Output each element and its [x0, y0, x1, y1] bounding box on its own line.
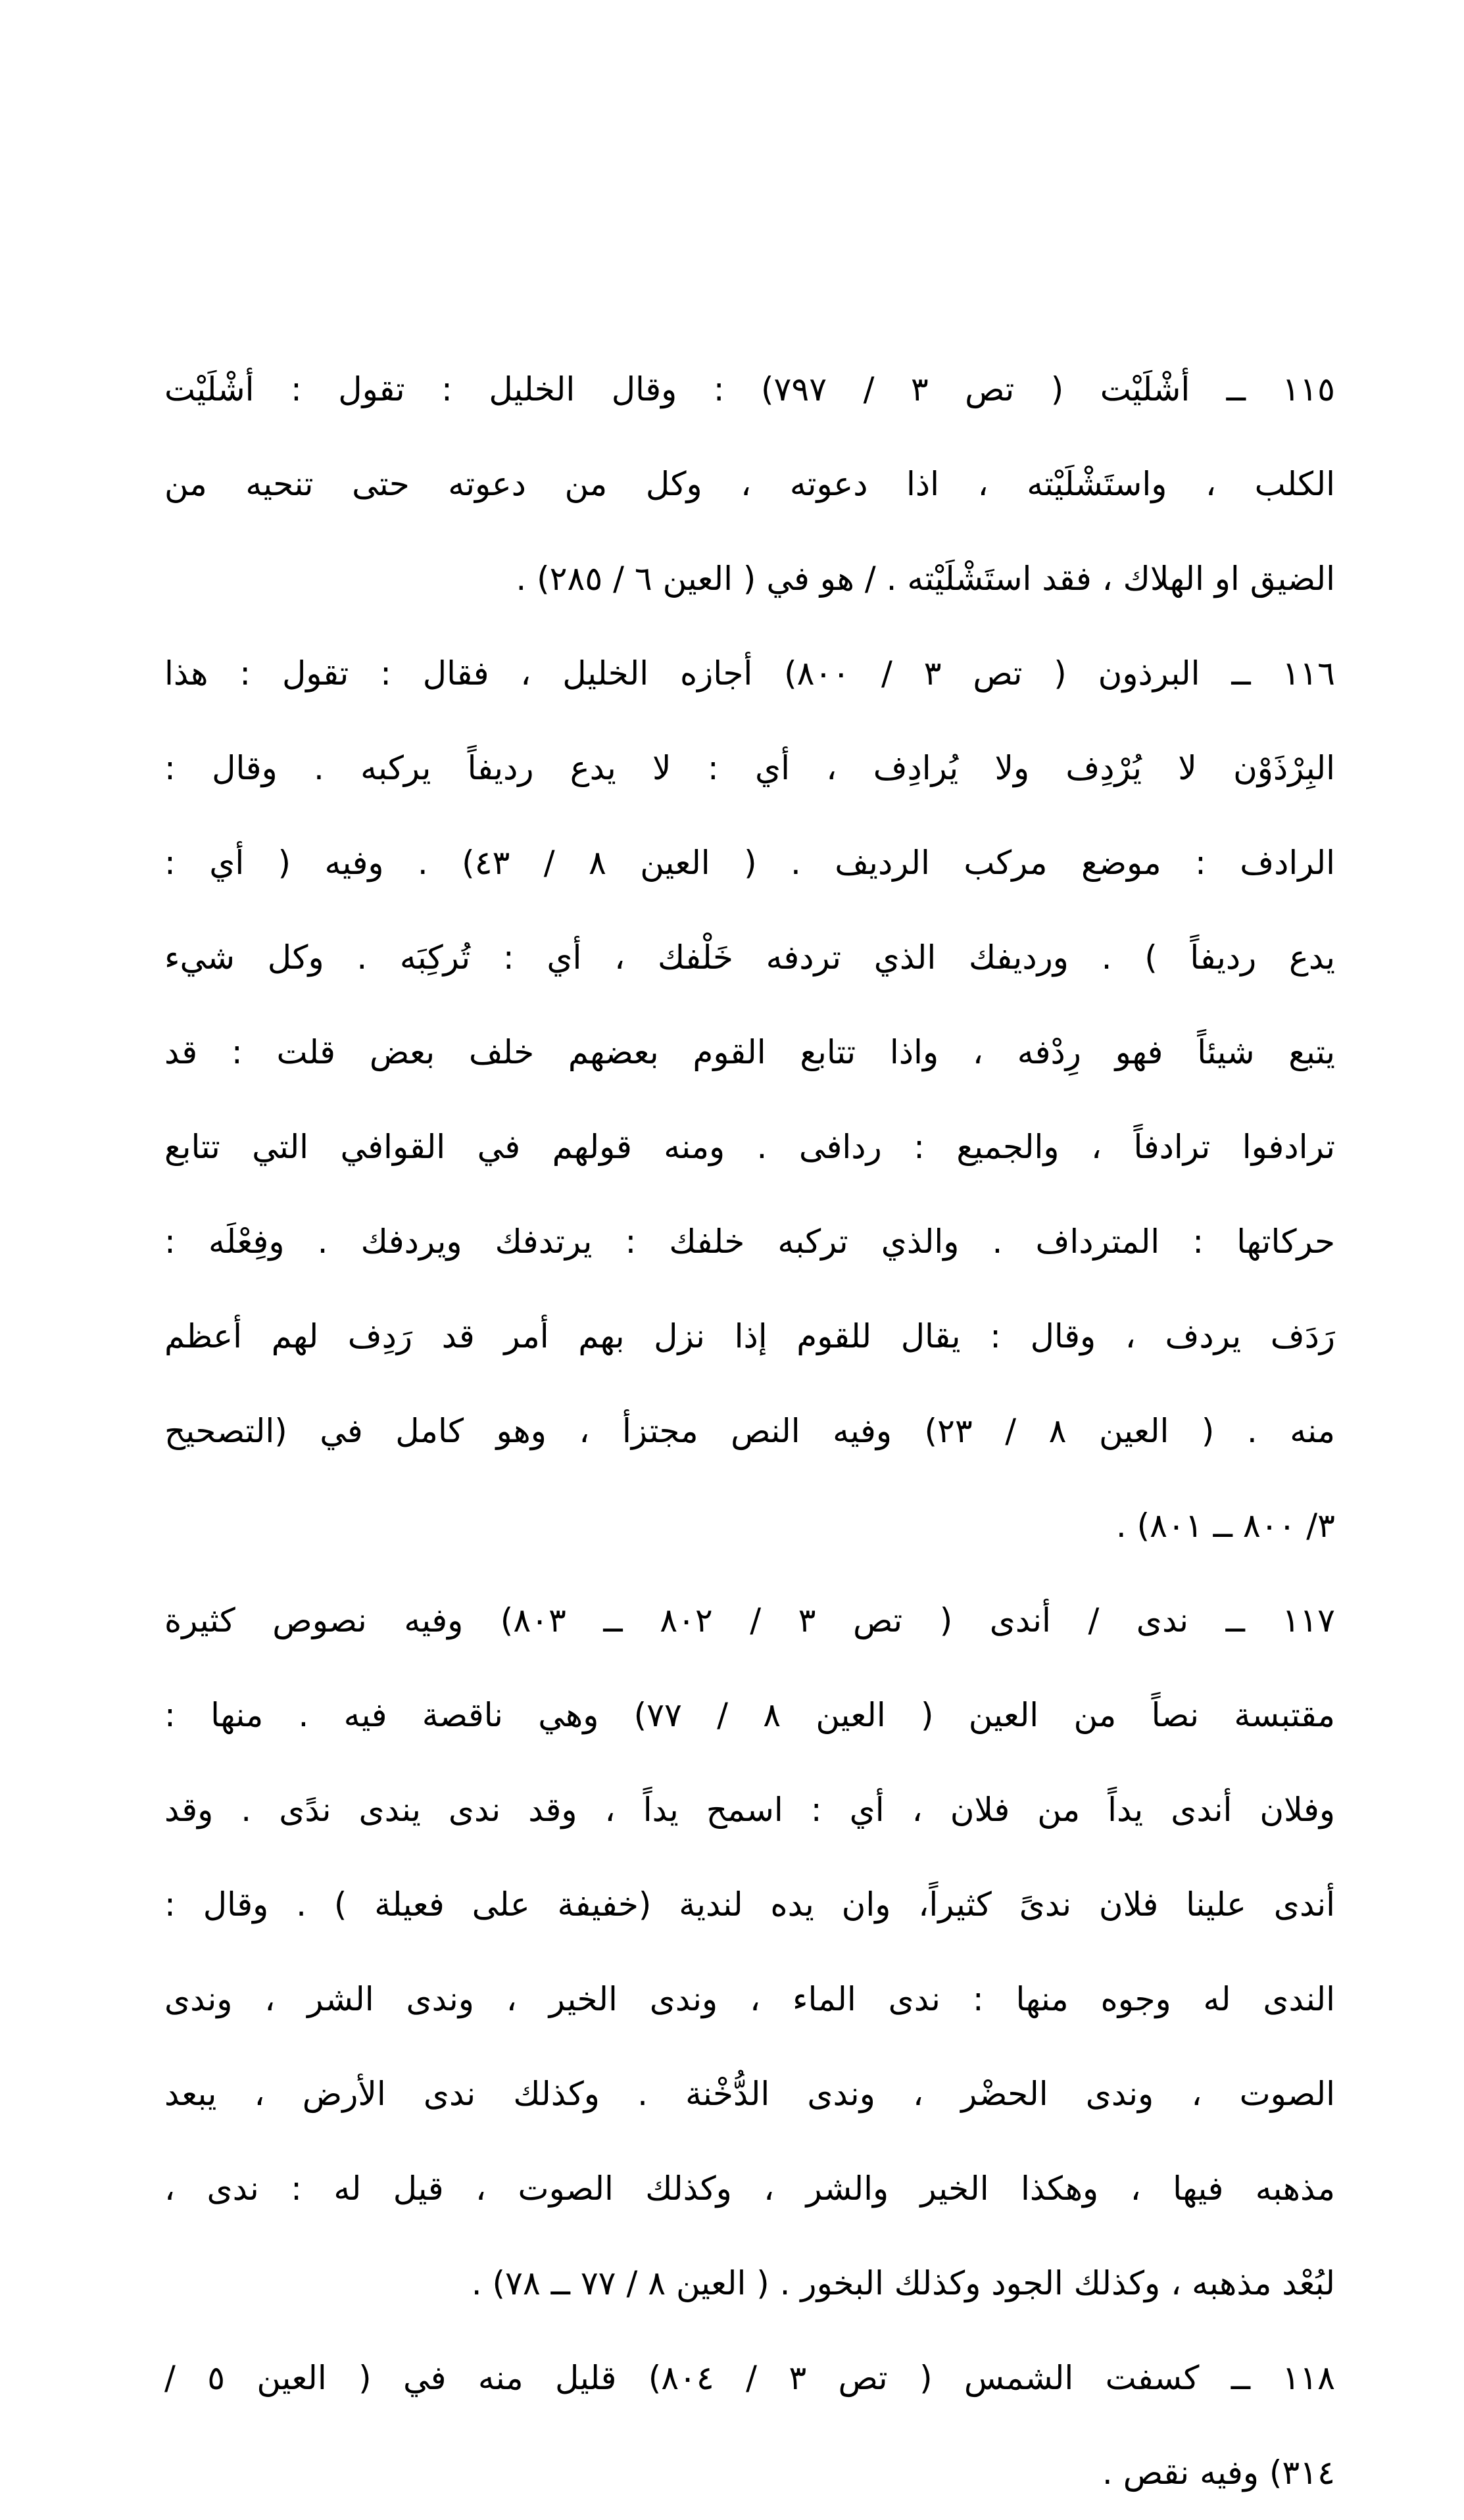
text-line: الندى له وجوه منها : ندى الماء ، وندى الخير ، وندى الشر ، وندى: [164, 1980, 1335, 2018]
text-line: يتبع شيئاً فهو رِدْفه ، واذا تتابع القوم بعضهم خلف بعض قلت : قد: [164, 1033, 1335, 1071]
text-line: مقتبسة نصاً من العين ( العين ٨ / ٧٧) وهي ناقصة فيه . منها :: [164, 1696, 1335, 1734]
text-line: الصوت ، وندى الحضْر ، وندى الدُّخْنة . وكذلك ندى الأرض ، يبعد: [164, 2075, 1335, 2113]
text-line: ١١٥ ــ أشْلَيْت ( تص ٣ / ٧٩٧) : وقال الخليل : تقول : أشْلَيْت: [164, 370, 1335, 408]
text-line: رَدَف يردف ، وقال : يقال للقوم إذا نزل بهم أمر قد رَدِف لهم أعظم: [164, 1317, 1335, 1355]
text-line: يدع رديفاً ) . ورديفك الذي تردفه خَلْفك ، أي : تُركِبَه . وكل شيء: [164, 938, 1335, 977]
text-line: البِرْذَوْن لا يُرْدِف ولا يُرادِف ، أي : لا يدع رديفاً يركبه . وقال :: [164, 749, 1335, 787]
body-text: [164, 342, 1335, 2520]
text-line: ١١٧ ــ ندى / أندى ( تص ٣ / ٨٠٢ ــ ٨٠٣) وفيه نصوص كثيرة: [164, 1601, 1335, 1639]
text-line: حركاتها : المترداف . والذي تركبه خلفك : يرتدفك ويردفك . وفِعْلَه :: [164, 1223, 1335, 1261]
text-line: ٣/ ٨٠٠ ــ ٨٠١) .: [1115, 1507, 1335, 1545]
text-line: الرادف : موضع مركب الرديف . ( العين ٨ / ٤٣) . وفيه ( أي :: [164, 844, 1335, 882]
text-line: ١١٦ ــ البرذون ( تص ٣ / ٨٠٠) أجازه الخليل ، فقال : تقول : هذا: [164, 654, 1335, 692]
text-line: أندى علينا فلان ندىً كثيراً، وان يده لندية (خفيفة على فعيلة ) . وقال :: [164, 1885, 1335, 1924]
text-line: مذهبه فيها ، وهكذا الخير والشر ، وكذلك الصوت ، قيل له : ندى ،: [164, 2169, 1335, 2208]
text-line: وفلان أندى يداً من فلان ، أي : اسمح يداً ، وقد ندى يندى ندًى . وقد: [164, 1791, 1335, 1829]
text-line: ٣١٤) وفيه نقص .: [1102, 2454, 1335, 2492]
text-line: الضيق او الهلاك ، فقد استَشْلَيْته . / هو في ( العين ٦ / ٢٨٥) .: [516, 560, 1335, 598]
text-line: منه . ( العين ٨ / ٢٣) وفيه النص مجتزأ ، وهو كامل في (التصحيح: [164, 1412, 1335, 1450]
text-line: ١١٨ ــ كسفت الشمس ( تص ٣ / ٨٠٤) قليل منه في ( العين ٥ /: [164, 2359, 1335, 2397]
text-line: الكلب ، واستَشْلَيْته ، اذا دعوته ، وكل من دعوته حتى تنحيه من: [164, 465, 1335, 503]
text-line: ترادفوا ترادفاً ، والجميع : ردافى . ومنه قولهم في القوافي التي تتابع: [164, 1128, 1335, 1166]
text-line: لبُعْد مذهبه ، وكذلك الجود وكذلك البخور . ( العين ٨ / ٧٧ ــ ٧٨) .: [471, 2264, 1335, 2302]
